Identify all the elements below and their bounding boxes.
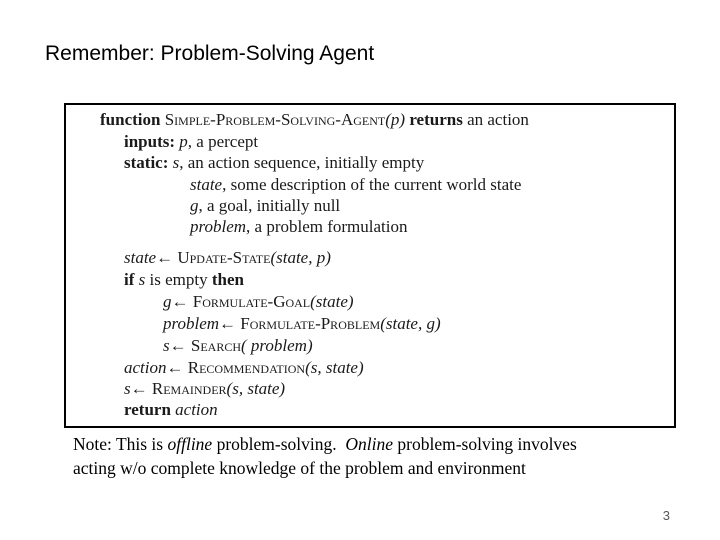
note-offline: offline — [167, 434, 213, 454]
assign-lhs: action — [124, 358, 167, 377]
static-var: state — [190, 175, 223, 194]
arrow-symbol: ← — [156, 248, 174, 267]
static-desc: , some description of the current world state — [222, 175, 522, 194]
note-segment: problem-solving. — [212, 434, 346, 454]
static-line — [190, 196, 340, 216]
static-desc: , an action sequence, initially empty — [179, 153, 425, 172]
static-line — [190, 217, 408, 237]
page-number: 3 — [662, 508, 670, 523]
assignment-line — [163, 336, 313, 356]
arrow-symbol: ← — [169, 336, 187, 355]
static-var: g — [190, 196, 199, 215]
assignment-line — [163, 314, 441, 334]
arrow-symbol: ← — [171, 292, 189, 311]
inputs-desc: , a percept — [187, 132, 259, 151]
function-param: (p) — [385, 110, 406, 129]
call-args: (state, p) — [270, 248, 331, 267]
function-call: Formulate-Problem — [240, 314, 381, 333]
call-args: (state, g) — [380, 314, 441, 333]
algorithm-box — [64, 103, 676, 428]
keyword-return: return — [124, 400, 171, 419]
note-segment: Note: This is — [73, 434, 168, 454]
function-call: Recommendation — [187, 358, 306, 377]
static-var: s — [172, 153, 180, 172]
function-header — [100, 110, 529, 130]
call-args: (state) — [310, 292, 354, 311]
assign-lhs: s — [163, 336, 170, 355]
static-desc: , a problem formulation — [246, 217, 408, 236]
return-var: action — [175, 400, 218, 419]
keyword-inputs: inputs: — [124, 132, 176, 151]
assignment-line — [124, 248, 331, 268]
inputs-var: p — [179, 132, 188, 151]
if-text: is empty — [149, 270, 208, 289]
return-line — [124, 400, 218, 420]
arrow-symbol: ← — [219, 314, 237, 333]
assignment-line — [124, 358, 364, 378]
keyword-function: function — [100, 110, 161, 129]
call-args: (s, state) — [305, 358, 364, 377]
assign-lhs: s — [124, 379, 131, 398]
call-args: ( problem) — [241, 336, 313, 355]
call-args: (s, state) — [226, 379, 286, 398]
static-desc: , a goal, initially null — [198, 196, 341, 215]
assign-lhs: problem — [163, 314, 220, 333]
note-segment: problem-solving involves — [393, 434, 577, 454]
assign-lhs: state — [124, 248, 157, 267]
note-online: Online — [345, 434, 394, 454]
assignment-line — [163, 292, 354, 312]
returns-text: an action — [467, 110, 529, 129]
function-call: Formulate-Goal — [192, 292, 311, 311]
arrow-symbol: ← — [166, 358, 184, 377]
note-line-2: acting w/o complete knowledge of the problem and environment — [73, 458, 526, 478]
inputs-line — [124, 132, 258, 152]
if-line — [124, 270, 244, 290]
arrow-symbol: ← — [130, 379, 148, 398]
assign-lhs: g — [163, 292, 172, 311]
static-var: problem — [190, 217, 247, 236]
function-call: Remainder — [151, 379, 227, 398]
note-line-1 — [73, 432, 577, 456]
keyword-returns: returns — [409, 110, 463, 129]
slide-title: Remember: Problem-Solving Agent — [45, 42, 375, 65]
static-line — [124, 153, 424, 173]
function-call: Update-State — [177, 248, 271, 267]
function-name: Simple-Problem-Solving-Agent — [164, 110, 386, 129]
keyword-then: then — [211, 270, 244, 289]
keyword-if: if — [124, 270, 135, 289]
static-line — [190, 175, 521, 195]
note-text — [73, 432, 577, 480]
if-var: s — [138, 270, 146, 289]
function-call: Search — [190, 336, 241, 355]
assignment-line — [124, 379, 285, 399]
keyword-static: static: — [124, 153, 169, 172]
